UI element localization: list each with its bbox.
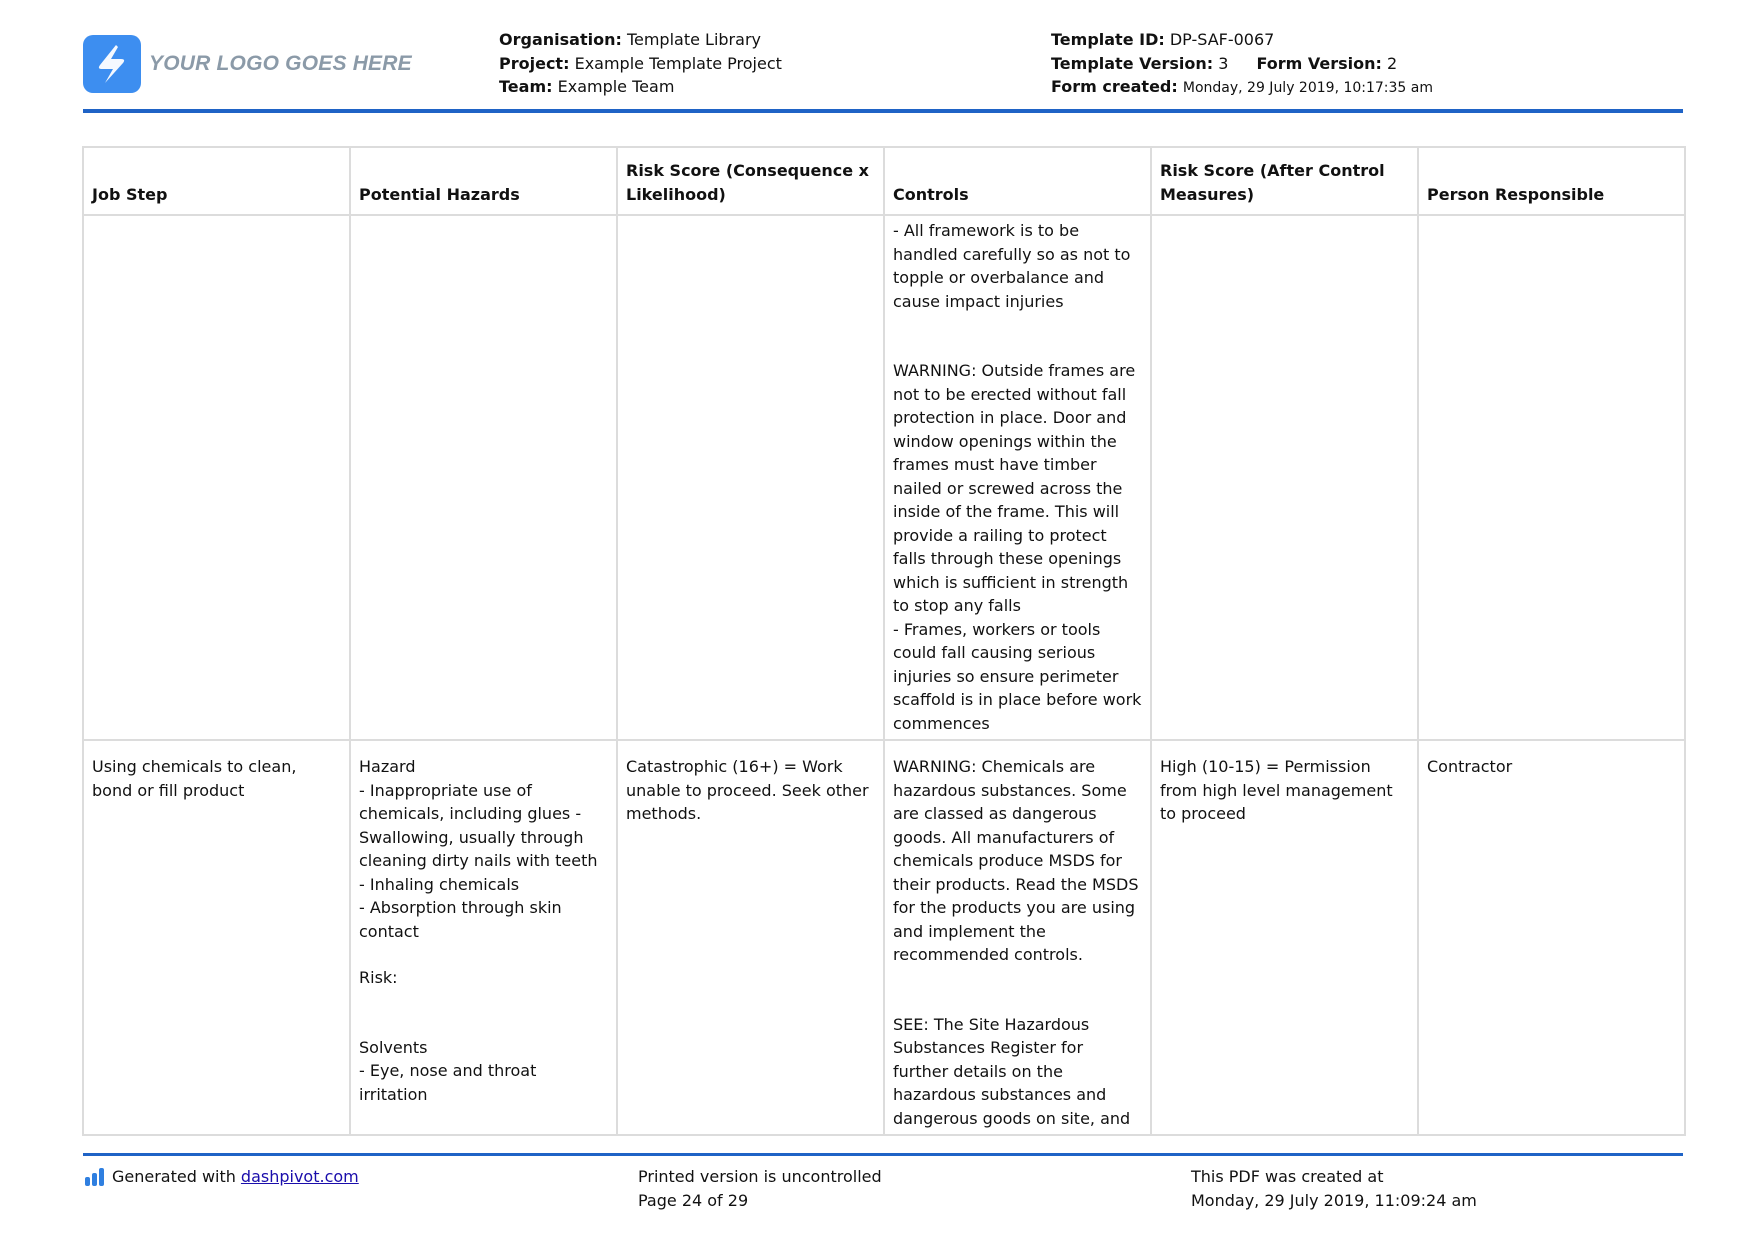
cell-person: Contractor bbox=[1418, 740, 1685, 1135]
footer-divider bbox=[83, 1153, 1683, 1156]
risk-label: Risk: bbox=[359, 968, 398, 987]
bar-chart-icon bbox=[85, 1168, 104, 1186]
table-row bbox=[83, 215, 1685, 740]
cell-controls bbox=[884, 740, 1151, 1135]
column-header-risk-after: Risk Score (After Control Measures) bbox=[1151, 147, 1418, 215]
controls-see-text: SEE: The Site Hazardous Substances Register for further details on the hazardous substances and dangerous goods on site, and bbox=[893, 1014, 1131, 1128]
cell-controls bbox=[884, 215, 1151, 740]
cell-person bbox=[1418, 215, 1685, 740]
column-header-person-responsible: Person Responsible bbox=[1418, 147, 1685, 215]
header-meta-org bbox=[499, 28, 782, 99]
cell-hazards bbox=[350, 740, 617, 1135]
company-logo bbox=[83, 35, 412, 93]
team-line: Team: Example Team bbox=[499, 77, 675, 96]
project-line: Project: Example Template Project bbox=[499, 53, 782, 73]
cell-job-step: Using chemicals to clean, bond or fill product bbox=[83, 740, 350, 1135]
controls-warning-text: WARNING: Chemicals are hazardous substances. Some are classed as dangerous goods. All manufacturers of chemicals produce MSDS for their products. Read the MSDS for the products you are using and implement the recommended controls. bbox=[893, 757, 1139, 964]
cell-risk-after bbox=[1151, 215, 1418, 740]
page-number: Page 24 of 29 bbox=[638, 1191, 749, 1210]
hazards-text: Hazard - Inappropriate use of chemicals, including glues - Swallowing, usually through cleaning dirty nails with teeth - Inhaling chemicals - Absorption through skin contact bbox=[359, 757, 598, 941]
logo-mark-icon bbox=[83, 35, 141, 93]
column-header-job-step: Job Step bbox=[83, 147, 350, 215]
table-row bbox=[83, 740, 1685, 1135]
controls-text: - All framework is to be handled carefully so as not to topple or overbalance and cause impact injuries bbox=[893, 221, 1131, 311]
column-header-potential-hazards: Potential Hazards bbox=[350, 147, 617, 215]
logo-text: YOUR LOGO GOES HERE bbox=[149, 52, 412, 75]
risk-assessment-table bbox=[82, 146, 1686, 1136]
version-line: Template Version: 3 Form Version: 2 bbox=[1051, 53, 1398, 73]
header-meta-template bbox=[1051, 28, 1433, 101]
cell-risk-score: Catastrophic (16+) = Work unable to proceed. Seek other methods. bbox=[617, 740, 884, 1135]
form-created-line: Form created: Monday, 29 July 2019, 10:17:35 am bbox=[1051, 77, 1434, 96]
column-header-controls: Controls bbox=[884, 147, 1151, 215]
controls-warning-text: WARNING: Outside frames are not to be erected without fall protection in place. Door and window openings within the frames must have timber nailed or screwed across the inside of the frame. This will provide a railing to protect falls through these openings which is sufficient in strength to stop any falls - Frames, workers or tools could fall causing serious injuries so ensure perimeter scaffold is in place before work commences bbox=[893, 361, 1142, 733]
pdf-created: This PDF was created at Monday, 29 July 2019, 11:09:24 am bbox=[1191, 1167, 1477, 1210]
organisation-line: Organisation: Template Library bbox=[499, 30, 761, 49]
generated-with: Generated with dashpivot.com bbox=[85, 1165, 359, 1189]
template-id-line: Template ID: DP-SAF-0067 bbox=[1051, 30, 1275, 49]
page-header bbox=[83, 28, 1683, 112]
cell-risk-after: High (10-15) = Permission from high level management to proceed bbox=[1151, 740, 1418, 1135]
cell-hazards bbox=[350, 215, 617, 740]
table-header-row bbox=[83, 147, 1685, 215]
solvents-text: Solvents - Eye, nose and throat irritation bbox=[359, 1037, 537, 1104]
cell-job-step bbox=[83, 215, 350, 740]
column-header-risk-score: Risk Score (Consequence x Likelihood) bbox=[617, 147, 884, 215]
cell-risk-score bbox=[617, 215, 884, 740]
print-notice: Printed version is uncontrolled Page 24 of 29 bbox=[638, 1165, 882, 1213]
dashpivot-link[interactable]: dashpivot.com bbox=[240, 1167, 359, 1186]
header-divider bbox=[83, 109, 1683, 113]
